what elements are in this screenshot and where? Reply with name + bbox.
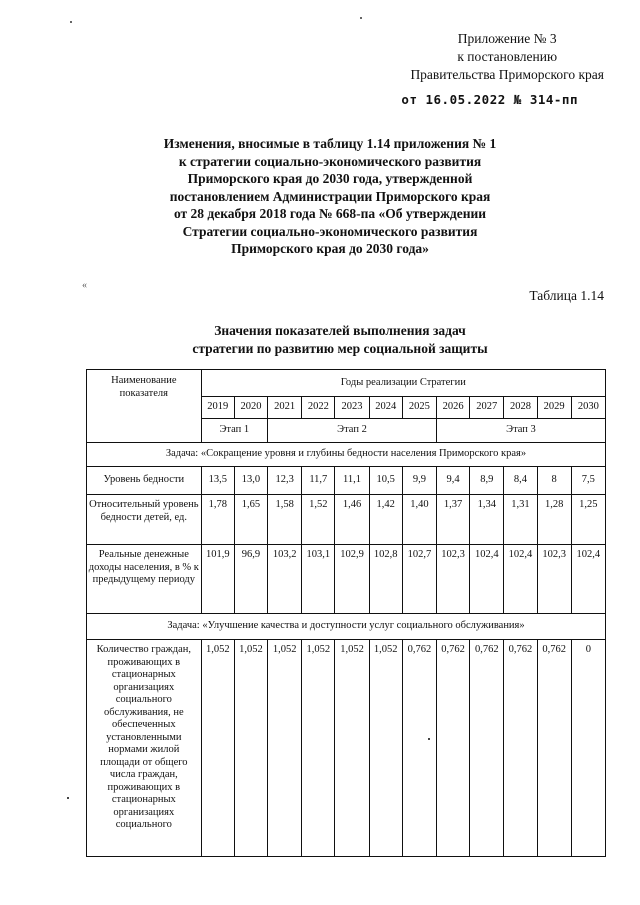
table-row [87, 467, 606, 495]
stage-3: Этап 3 [436, 419, 605, 443]
appendix-line-3: Правительства Приморского края [410, 67, 604, 82]
value-cell: 0 [571, 640, 605, 857]
year-cell: 2030 [571, 397, 605, 419]
title-line: к стратегии социально-экономического развития [178, 153, 482, 169]
title-line: от 28 декабря 2018 года № 668-па «Об утверждении [173, 206, 487, 221]
table-row [87, 495, 606, 545]
value-cell: 1,052 [302, 640, 335, 857]
year-cell: 2021 [268, 397, 302, 419]
indicators-table [86, 369, 606, 857]
value-cell: 8,9 [470, 467, 504, 495]
value-cell: 8,4 [504, 467, 537, 495]
scan-speck [360, 17, 362, 19]
year-cell: 2025 [402, 397, 436, 419]
year-cell: 2028 [504, 397, 537, 419]
table-caption: Таблица 1.14 [529, 288, 604, 303]
value-cell: 10,5 [369, 467, 402, 495]
value-cell: 12,3 [268, 467, 302, 495]
table-title-line: Значения показателей выполнения задач [214, 323, 466, 338]
name-header: Наименование показателя [87, 370, 202, 443]
value-cell: 102,4 [504, 545, 537, 614]
value-cell: 1,78 [201, 495, 234, 545]
year-cell: 2020 [234, 397, 267, 419]
value-cell: 1,052 [369, 640, 402, 857]
value-cell: 1,31 [504, 495, 537, 545]
value-cell: 13,5 [201, 467, 234, 495]
value-cell: 1,46 [335, 495, 369, 545]
value-cell: 0,762 [436, 640, 469, 857]
value-cell: 102,3 [537, 545, 571, 614]
value-cell: 1,65 [234, 495, 267, 545]
year-cell: 2027 [470, 397, 504, 419]
years-header: Годы реализации Стратегии [201, 370, 605, 397]
title-line: Стратегии социально-экономического развития [182, 223, 478, 239]
value-cell: 1,52 [302, 495, 335, 545]
indicator-name: Количество граждан, проживающих в стационарных организациях социального обслуживания, не обеспеченных установленными нормами жилой площади от общего числа граждан, проживающих в стационарных организациях социального [87, 640, 202, 857]
appendix-line-1: Приложение № 3 [457, 31, 557, 46]
value-cell: 1,052 [335, 640, 369, 857]
year-cell: 2023 [335, 397, 369, 419]
value-cell: 11,7 [302, 467, 335, 495]
year-cell: 2024 [369, 397, 402, 419]
value-cell: 1,28 [537, 495, 571, 545]
table-row [87, 640, 606, 857]
value-cell: 101,9 [201, 545, 234, 614]
document-title [120, 135, 540, 258]
value-cell: 8 [537, 467, 571, 495]
year-cell: 2022 [302, 397, 335, 419]
scan-speck [70, 21, 72, 23]
year-cell: 2019 [201, 397, 234, 419]
table-title-line: стратегии по развитию мер социальной защиты [192, 340, 488, 356]
indicator-name: Относительный уровень бедности детей, ед. [87, 495, 202, 545]
indicator-name: Уровень бедности [87, 467, 202, 495]
value-cell: 1,25 [571, 495, 605, 545]
value-cell: 1,42 [369, 495, 402, 545]
value-cell: 1,052 [234, 640, 267, 857]
title-line: Приморского края до 2030 года, утвержденной [187, 171, 473, 186]
value-cell: 7,5 [571, 467, 605, 495]
value-cell: 102,8 [369, 545, 402, 614]
title-line: постановлением Администрации Приморского края [169, 188, 491, 204]
stage-1: Этап 1 [201, 419, 267, 443]
value-cell: 1,052 [201, 640, 234, 857]
value-cell: 102,4 [571, 545, 605, 614]
year-cell: 2029 [537, 397, 571, 419]
value-cell: 13,0 [234, 467, 267, 495]
value-cell: 9,4 [436, 467, 469, 495]
value-cell: 0,762 [470, 640, 504, 857]
value-cell: 0,762 [504, 640, 537, 857]
year-cell: 2026 [436, 397, 469, 419]
value-cell: 9,9 [402, 467, 436, 495]
value-cell: 1,37 [436, 495, 469, 545]
registration-stamp: от 16.05.2022 № 314-пп [401, 92, 578, 107]
value-cell: 103,1 [302, 545, 335, 614]
quote-mark: « [82, 280, 87, 291]
stage-2: Этап 2 [268, 419, 437, 443]
task-row: Задача: «Сокращение уровня и глубины бедности населения Приморского края» [87, 443, 606, 467]
table-row [87, 545, 606, 614]
value-cell: 102,7 [402, 545, 436, 614]
value-cell: 11,1 [335, 467, 369, 495]
value-cell: 1,34 [470, 495, 504, 545]
title-line: Приморского края до 2030 года» [231, 241, 429, 256]
appendix-header [410, 30, 604, 84]
table-title [140, 322, 540, 357]
scan-speck [67, 797, 69, 799]
value-cell: 0,762 [402, 640, 436, 857]
value-cell: 1,58 [268, 495, 302, 545]
scan-speck [428, 738, 430, 740]
indicator-name: Реальные денежные доходы населения, в % к предыдущему периоду [87, 545, 202, 614]
appendix-line-2: к постановлению [457, 49, 558, 64]
value-cell: 103,2 [268, 545, 302, 614]
task-row: Задача: «Улучшение качества и доступности услуг социального обслуживания» [87, 614, 606, 640]
value-cell: 102,9 [335, 545, 369, 614]
title-line: Изменения, вносимые в таблицу 1.14 приложения № 1 [163, 136, 497, 151]
value-cell: 96,9 [234, 545, 267, 614]
value-cell: 1,052 [268, 640, 302, 857]
value-cell: 0,762 [537, 640, 571, 857]
value-cell: 1,40 [402, 495, 436, 545]
value-cell: 102,3 [436, 545, 469, 614]
value-cell: 102,4 [470, 545, 504, 614]
